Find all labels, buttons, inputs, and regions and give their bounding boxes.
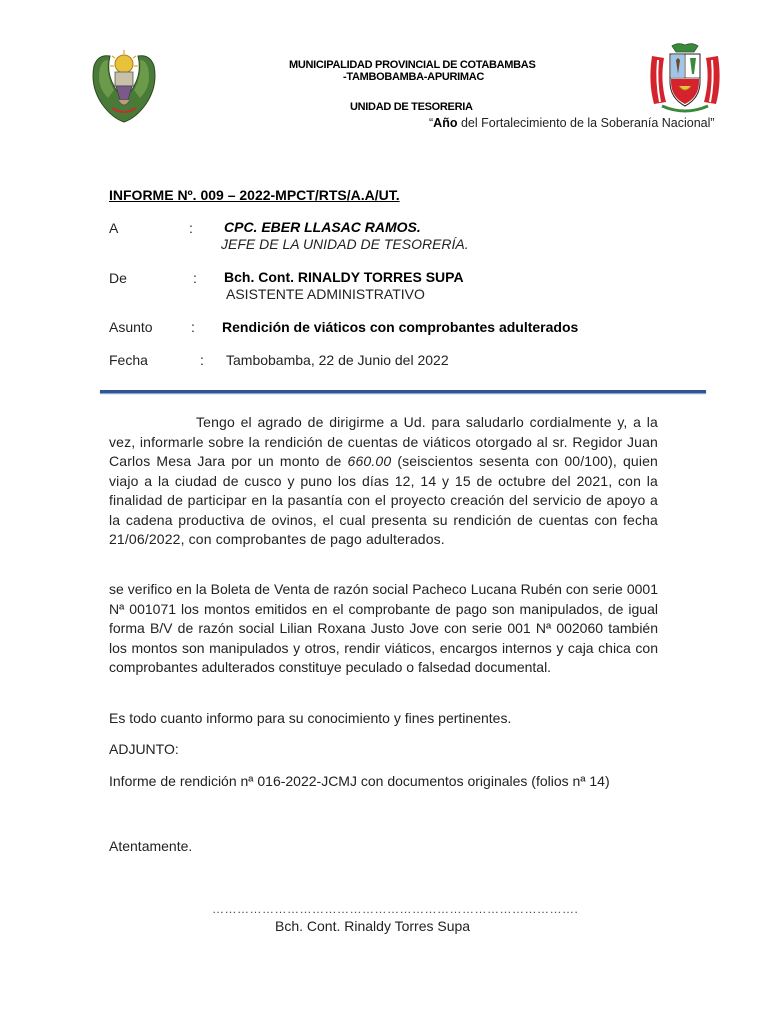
attachment-text: Informe de rendición nª 016-2022-JCMJ con documentos originales (folios nª 14)	[109, 773, 610, 789]
subject-colon: :	[191, 319, 195, 335]
from-name: Bch. Cont. RINALDY TORRES SUPA	[224, 269, 464, 285]
municipal-crest-icon	[88, 46, 160, 124]
motto-open-quote: “	[429, 116, 434, 130]
date-colon: :	[200, 352, 204, 368]
subject-text: Rendición de viáticos con comprobantes adulterados	[222, 319, 579, 335]
motto-text: del Fortalecimiento de la Soberanía Nacional	[457, 116, 711, 130]
amount-value: 660.00	[347, 453, 392, 469]
body-paragraph-1-end: (seiscientos sesenta con 00/100), quien viajo a la ciudad de cusco y puno los días 12, 14 y 15 de octubre del 2021, con la finalidad de participar en la pasantía con el proyecto creación del servicio de apoyo a la cadena productiva de ovinos, el cual presenta su rendición de cuentas con fecha 21/06/2022, con comprobantes de pago adulterados.	[109, 453, 658, 547]
from-title: ASISTENTE ADMINISTRATIVO	[226, 286, 425, 302]
date-label: Fecha	[109, 352, 148, 368]
institution-name: MUNICIPALIDAD PROVINCIAL DE COTABAMBAS	[289, 59, 536, 71]
closing-text: Atentamente.	[109, 838, 193, 854]
subject-label: Asunto	[109, 319, 153, 335]
motto-bold-word: Año	[433, 116, 458, 130]
body-paragraph-1-start: Tengo el agrado de dirigirme a Ud. para saludarlo cordialmente y, a la vez, informarle sobre la rendición de cuentas de viáticos otorgado al sr. Regidor Juan Carlos Mesa Jara por un monto de	[109, 414, 658, 469]
to-name: CPC. EBER LLASAC RAMOS.	[224, 219, 421, 235]
year-motto	[429, 116, 715, 130]
peru-coat-of-arms-icon	[648, 42, 722, 114]
from-colon: :	[193, 270, 197, 286]
date-text: Tambobamba, 22 de Junio del 2022	[226, 352, 449, 368]
report-reference: INFORME Nº. 009 – 2022-MPCT/RTS/A.A/UT.	[109, 187, 400, 203]
to-label: A	[109, 220, 119, 236]
body-paragraph-2: se verifico en la Boleta de Venta de razón social Pacheco Lucana Rubén con serie 0001 Nª 001071 los montos emitidos en el comprobante de pago son manipulados, de igual forma B/V de razón social Lilian Roxana Justo Jove con serie 001 Nª 002060 también los montos son manipulados y otros, rendir viáticos, encargos internos y caja chica con comprobantes adulterados constituye peculado o falsedad documental.	[109, 581, 658, 675]
signature-name: Bch. Cont. Rinaldy Torres Supa	[275, 918, 471, 934]
signature-line: …………………………………………………………………………….	[212, 902, 579, 916]
attachment-label: ADJUNTO:	[109, 741, 179, 757]
header-divider	[100, 390, 706, 393]
motto-close-quote: ”	[710, 116, 715, 130]
to-title: JEFE DE LA UNIDAD DE TESORERÍA.	[221, 236, 469, 252]
body-paragraph-3: Es todo cuanto informo para su conocimiento y fines pertinentes.	[109, 710, 512, 726]
institution-location: -TAMBOBAMBA-APURIMAC	[343, 71, 485, 83]
unit-name: UNIDAD DE TESORERIA	[350, 101, 473, 113]
to-colon: :	[189, 220, 193, 236]
from-label: De	[109, 270, 127, 286]
body-paragraph-1	[109, 413, 658, 550]
